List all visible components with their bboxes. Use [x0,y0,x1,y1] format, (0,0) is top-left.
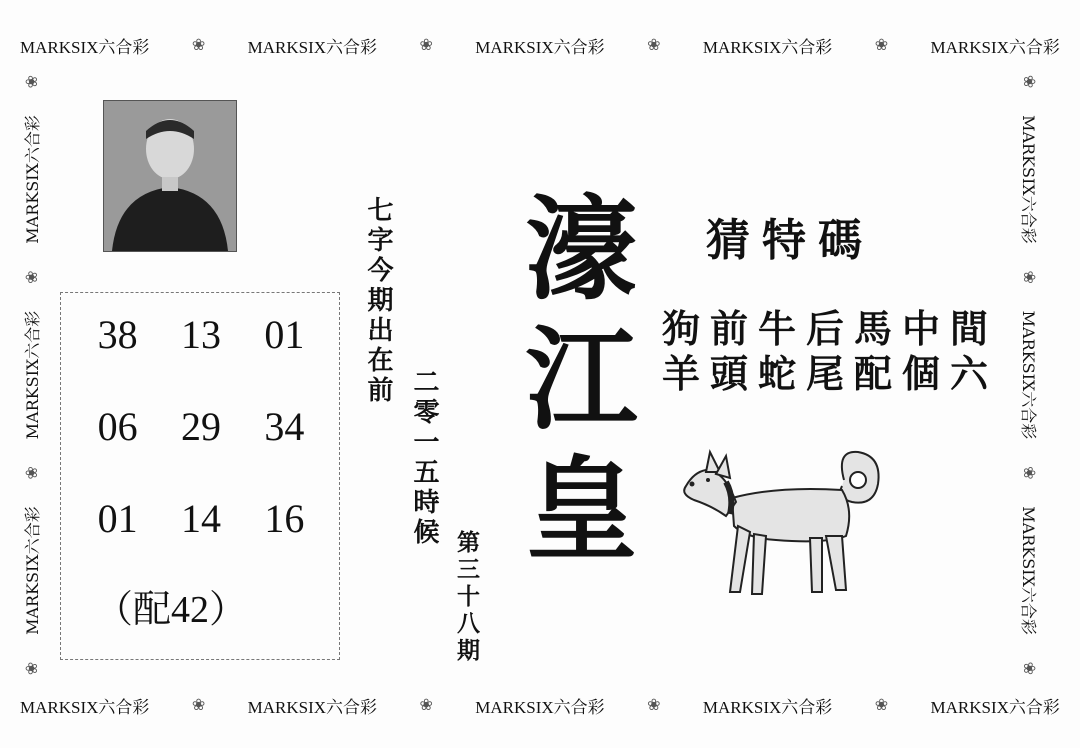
number-grid [76,311,326,542]
right-border [1017,60,1043,690]
number-box [60,292,340,660]
guess-heading: 猜特碼 [706,215,874,266]
flower-icon: ❀ [1020,74,1040,89]
border-text: MARKSIX六合彩 [247,697,378,717]
flower-icon: ❀ [419,697,433,714]
number-cell: 38 [97,312,138,357]
flower-icon: ❀ [874,37,889,54]
number-cell: 34 [264,404,305,449]
border-text: MARKSIX六合彩 [22,310,42,440]
flower-icon: ❀ [647,37,661,54]
border-text: MARKSIX六合彩 [1019,310,1039,440]
top-border [20,32,1060,58]
border-text: MARKSIX六合彩 [247,37,378,57]
number-cell: 29 [180,404,221,449]
flower-icon: ❀ [1020,270,1040,284]
number-cell: 16 [264,496,305,541]
flower-icon: ❀ [874,697,889,714]
flower-icon: ❀ [191,37,206,54]
border-text: MARKSIX六合彩 [702,37,833,57]
flower-icon: ❀ [647,697,661,714]
riddle-line-2: 羊頭蛇尾配個六 [662,351,999,396]
border-text: MARKSIX六合彩 [702,697,833,717]
border-text: MARKSIX六合彩 [1019,115,1039,244]
border-text: MARKSIX六合彩 [475,37,605,57]
border-text: MARKSIX六合彩 [930,37,1060,57]
hint-line-2: 二零一五時候 [409,368,439,548]
portrait-photo [103,100,237,252]
flower-icon: ❀ [1020,466,1040,480]
dog-icon [676,440,898,610]
page-title: 濠江皇 [507,190,638,580]
flower-icon: ❀ [191,697,206,714]
flower-icon: ❀ [21,270,41,284]
hint-line-1: 七字今期出在前 [363,196,393,406]
border-text: MARKSIX六合彩 [22,115,42,244]
number-cell: 13 [180,312,221,357]
left-border [18,60,44,690]
number-cell: 01 [264,312,305,357]
border-text: MARKSIX六合彩 [930,697,1060,717]
number-cell: 01 [97,496,138,541]
number-cell: 06 [97,404,138,449]
person-icon [104,101,236,251]
border-text: MARKSIX六合彩 [20,697,150,717]
bottom-border [20,692,1060,718]
border-text: MARKSIX六合彩 [20,37,150,57]
border-text: MARKSIX六合彩 [22,506,42,635]
extra-number: （配42） [95,589,248,631]
flower-icon: ❀ [1020,661,1040,676]
flower-icon: ❀ [21,661,41,676]
flower-icon: ❀ [21,74,41,89]
issue-number: 第三十八期 [453,530,480,665]
number-cell: 14 [180,496,221,541]
riddle-line-1: 狗前牛后馬中間 [662,306,999,351]
border-text: MARKSIX六合彩 [1019,506,1039,635]
border-text: MARKSIX六合彩 [475,697,605,717]
flower-icon: ❀ [21,466,41,480]
flower-icon: ❀ [419,37,433,54]
